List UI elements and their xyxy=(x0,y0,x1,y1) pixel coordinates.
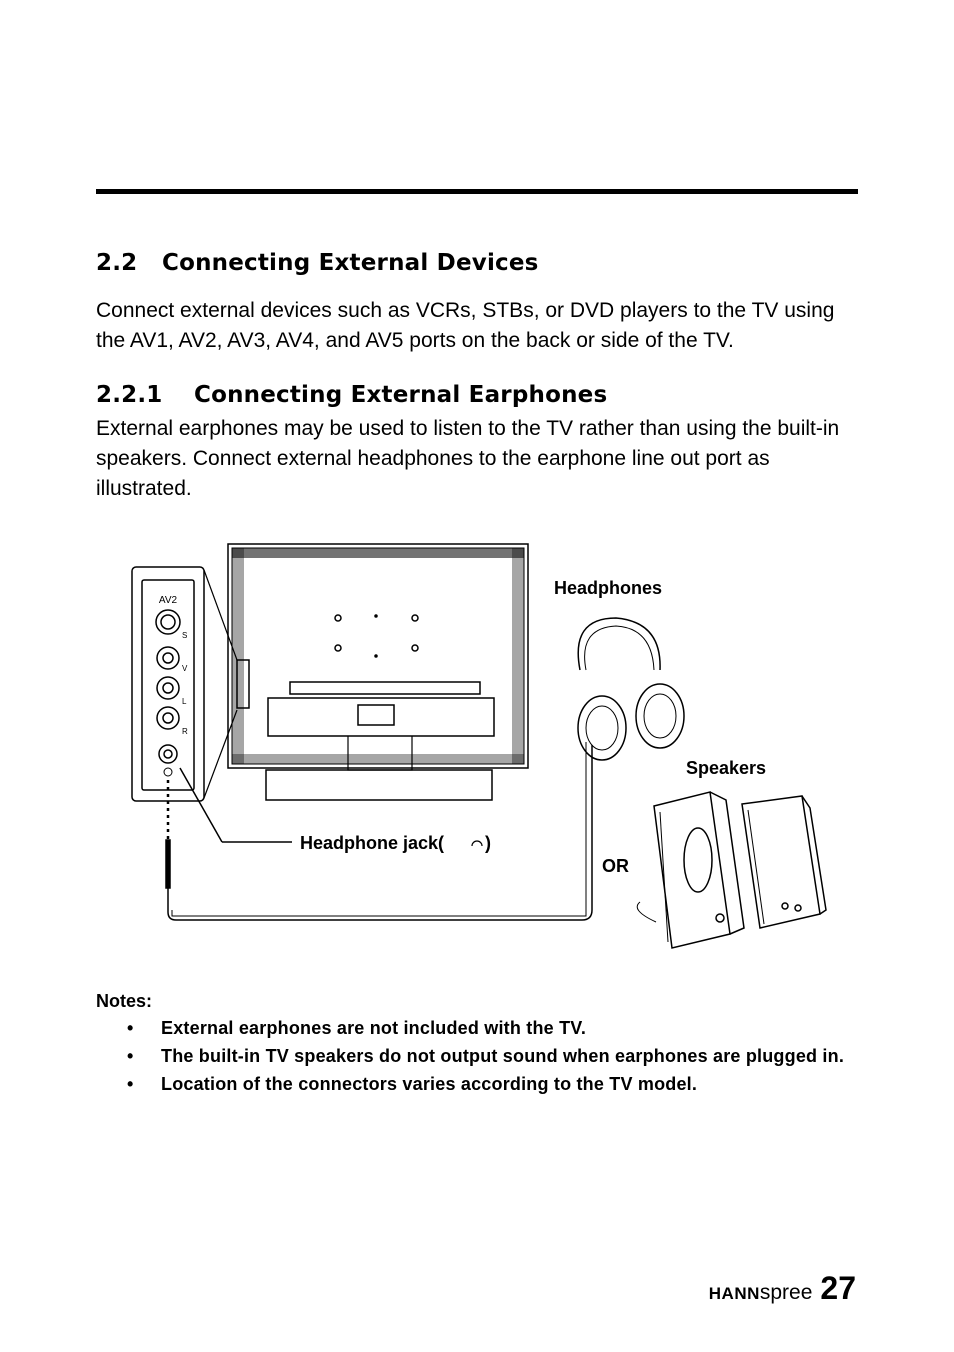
headphone-jack-label: Headphone jack( xyxy=(300,833,445,853)
subsection-title: Connecting External Earphones xyxy=(194,382,608,408)
or-label: OR xyxy=(602,856,629,876)
subsection-number: 2.2.1 xyxy=(96,382,163,408)
section-body: Connect external devices such as VCRs, STBs, or DVD players to the TV using the AV1, AV2, AV3, AV4, and AV5 ports on the back or side of the TV. xyxy=(96,299,835,352)
headphone-jack-icon xyxy=(472,841,482,846)
speakers-label: Speakers xyxy=(686,758,767,778)
notes-list xyxy=(96,1018,856,1102)
page-number: 27 xyxy=(820,1270,856,1306)
page-footer xyxy=(709,1270,856,1307)
panel-label: AV2 xyxy=(158,595,178,606)
tv-back xyxy=(228,544,528,800)
headphones-label: Headphones xyxy=(554,578,663,598)
section-number: 2.2 xyxy=(96,250,138,276)
av-side-panel xyxy=(132,567,204,801)
bullet: • xyxy=(127,1074,134,1094)
note-text: Location of the connectors varies according to the TV model. xyxy=(161,1074,698,1094)
bullet: • xyxy=(127,1018,134,1038)
headphone-jack-label-end: ) xyxy=(485,833,491,853)
header-rule xyxy=(96,189,858,194)
note-text: The built-in TV speakers do not output sound when earphones are plugged in. xyxy=(161,1046,845,1066)
connection-illustration xyxy=(120,530,840,960)
port-label-l: L xyxy=(182,697,187,706)
section-title: Connecting External Devices xyxy=(162,250,539,276)
bullet: • xyxy=(127,1046,134,1066)
brand-logo-bold: HANN xyxy=(708,1284,760,1303)
port-label-r: R xyxy=(182,727,188,736)
subsection-heading xyxy=(96,382,607,408)
section-heading xyxy=(96,250,539,276)
brand-logo-light: spree xyxy=(759,1281,813,1304)
note-item xyxy=(96,1046,856,1067)
note-text: External earphones are not included with the TV. xyxy=(161,1018,587,1038)
speakers-icon xyxy=(637,792,826,948)
note-item xyxy=(96,1018,856,1039)
headphones-icon xyxy=(578,618,684,760)
port-label-s: S xyxy=(182,631,188,640)
note-item xyxy=(96,1074,856,1095)
port-label-v: V xyxy=(182,664,188,673)
notes-title: Notes: xyxy=(96,991,153,1011)
subsection-body: External earphones may be used to listen to the TV rather than using the built-in speakers. Connect external headphones to the earphone line out port as illustrated. xyxy=(96,417,840,500)
